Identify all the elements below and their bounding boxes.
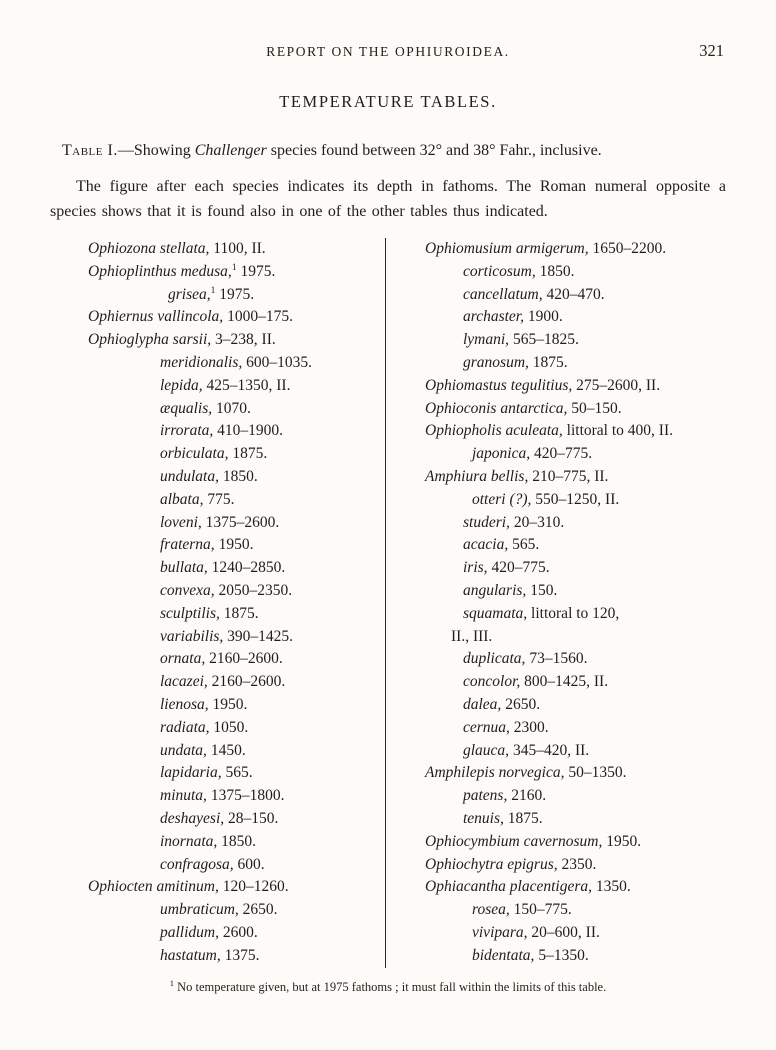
- species-entry: [88, 671, 385, 694]
- species-depth: 2160–2600.: [207, 673, 286, 691]
- species-entry: [88, 466, 385, 489]
- species-depth: 345–420, II.: [509, 741, 590, 759]
- species-entry: [425, 626, 726, 649]
- table-caption-label: Table I.: [62, 142, 118, 159]
- species-name: glauca,: [463, 741, 510, 759]
- species-name: umbraticum,: [160, 901, 239, 919]
- species-depth: littoral to 400, II.: [562, 422, 673, 440]
- species-entry: [425, 489, 726, 512]
- species-name: Ophiomastus tegulitius,: [425, 376, 573, 394]
- species-entry: [88, 238, 385, 261]
- species-depth: 210–775, II.: [528, 467, 609, 485]
- species-name: iris,: [463, 559, 488, 577]
- species-entry: [425, 945, 726, 968]
- species-name: rosea,: [472, 901, 510, 919]
- species-name: Ophioglypha sarsii,: [88, 331, 212, 349]
- species-entry: [425, 466, 726, 489]
- species-depth: 2650.: [238, 901, 278, 919]
- table-caption: [50, 142, 726, 160]
- species-name: deshayesi,: [160, 809, 225, 827]
- species-entry: [88, 375, 385, 398]
- species-entry: [425, 648, 726, 671]
- species-name: lienosa,: [160, 695, 209, 713]
- species-depth: 600.: [233, 855, 265, 873]
- species-depth: 1875.: [228, 445, 268, 463]
- species-name: vivipara,: [472, 923, 528, 941]
- species-depth: 120–1260.: [218, 878, 289, 896]
- species-depth: 800–1425, II.: [520, 673, 609, 691]
- right-column: [386, 238, 726, 968]
- species-depth: 150–775.: [509, 901, 572, 919]
- species-depth: 1375.: [220, 946, 260, 964]
- species-entry: [425, 785, 726, 808]
- species-name: Ophiocymbium cavernosum,: [425, 832, 603, 850]
- species-depth: 2350.: [557, 855, 597, 873]
- species-name: tenuis,: [463, 809, 504, 827]
- species-entry: [88, 945, 385, 968]
- species-name: ornata,: [160, 650, 206, 668]
- species-depth: 1900.: [524, 308, 563, 326]
- species-depth: 1875.: [528, 353, 568, 371]
- species-entry: [88, 922, 385, 945]
- species-entry: [88, 329, 385, 352]
- species-depth: 5–1350.: [534, 946, 589, 964]
- species-depth: 775.: [203, 490, 235, 508]
- species-entry: [425, 306, 726, 329]
- species-name: bullata,: [160, 559, 208, 577]
- species-name: albata,: [160, 490, 204, 508]
- species-name: irrorata,: [160, 422, 214, 440]
- species-entry: [88, 489, 385, 512]
- species-depth: 2050–2350.: [214, 581, 293, 599]
- species-depth: 1975.: [236, 262, 276, 280]
- species-entry: [425, 717, 726, 740]
- table-caption-ship-name: Challenger: [194, 142, 267, 159]
- species-depth: 2600.: [219, 923, 258, 941]
- species-name: patens,: [463, 787, 508, 805]
- species-name: Ophiozona stellata,: [88, 240, 210, 257]
- species-name: meridionalis,: [160, 353, 243, 371]
- species-name: minuta,: [160, 787, 207, 805]
- species-entry: [88, 717, 385, 740]
- species-name: corticosum,: [463, 262, 536, 280]
- species-entry: [425, 238, 726, 261]
- species-name: lepida,: [160, 376, 203, 394]
- species-name: lacazei,: [160, 673, 208, 691]
- species-depth: 1375–1800.: [206, 787, 285, 805]
- species-depth: 420–775.: [487, 559, 550, 577]
- species-name: Ophiochytra epigrus,: [425, 855, 558, 873]
- species-depth: 28–150.: [224, 809, 279, 827]
- species-entry: [425, 375, 726, 398]
- species-entry: [425, 740, 726, 763]
- species-entry: [88, 899, 385, 922]
- species-entry: [425, 808, 726, 831]
- species-entry: [88, 831, 385, 854]
- species-name: Ophioplinthus medusa,: [88, 262, 232, 280]
- species-name: pallidum,: [160, 923, 219, 941]
- species-name: granosum,: [463, 353, 529, 371]
- species-entry: [425, 831, 726, 854]
- species-depth: 565–1825.: [509, 331, 579, 349]
- section-title: TEMPERATURE TABLES.: [279, 92, 497, 111]
- species-name: archaster,: [463, 308, 524, 326]
- species-name: angularis,: [463, 581, 527, 599]
- species-entry: [425, 762, 726, 785]
- species-depth: 1950.: [602, 832, 642, 850]
- table-caption-rest: species found between 32° and 38° Fahr., inclusive.: [266, 142, 602, 159]
- species-depth: 425–1350, II.: [202, 376, 291, 394]
- species-name: hastatum,: [160, 946, 221, 964]
- species-entry: [88, 261, 385, 284]
- species-depth: 275–2600, II.: [572, 376, 661, 394]
- species-entry: [425, 603, 726, 626]
- species-name: Ophioconis antarctica,: [425, 399, 568, 417]
- species-name: Ophiopholis aculeata,: [425, 422, 563, 440]
- species-name: Ophiomusium armigerum,: [425, 240, 589, 257]
- species-name: orbiculata,: [160, 445, 229, 463]
- species-entry: [425, 694, 726, 717]
- species-name: cancellatum,: [463, 285, 543, 303]
- footnote-text: No temperature given, but at 1975 fathoms ; it must fall within the limits of this table.: [177, 979, 607, 994]
- species-name: confragosa,: [160, 855, 234, 873]
- species-depth: 3–238, II.: [211, 331, 276, 349]
- species-entry: [88, 580, 385, 603]
- species-depth: 1850.: [217, 832, 257, 850]
- species-entry: [425, 284, 726, 307]
- species-depth: 600–1035.: [242, 353, 312, 371]
- species-depth: 73–1560.: [525, 650, 588, 668]
- species-entry: [425, 329, 726, 352]
- species-name: æqualis,: [160, 399, 213, 417]
- species-depth: 420–470.: [542, 285, 605, 303]
- species-depth: 1375–2600.: [201, 513, 280, 531]
- left-column: [50, 238, 385, 968]
- species-entry: [425, 420, 726, 443]
- species-depth: 1875.: [219, 604, 259, 622]
- species-name: Amphiura bellis,: [425, 467, 529, 485]
- species-name: Ophiocten amitinum,: [88, 878, 219, 896]
- species-name: cernua,: [463, 718, 510, 736]
- species-entry: [88, 785, 385, 808]
- species-depth: 50–150.: [567, 399, 622, 417]
- species-depth: 1950.: [208, 695, 248, 713]
- species-depth: 1050.: [209, 718, 249, 736]
- species-depth: 50–1350.: [564, 764, 627, 782]
- species-name: variabilis,: [160, 627, 224, 645]
- species-depth: 390–1425.: [223, 627, 294, 645]
- species-depth: 20–600, II.: [527, 923, 600, 941]
- species-entry: [88, 534, 385, 557]
- species-entry: [88, 648, 385, 671]
- intro-paragraph: The figure after each species indicates its depth in fathoms. The Roman numeral opposite a species shows that it is found also in one of the other tables thus indicated.: [50, 178, 726, 220]
- species-depth: 1070.: [212, 399, 251, 417]
- species-depth: 1100, II.: [209, 240, 266, 257]
- species-entry: [88, 398, 385, 421]
- species-entry: [425, 899, 726, 922]
- species-name: Ophiacantha placentigera,: [425, 878, 593, 896]
- species-depth: 2300.: [509, 718, 549, 736]
- species-entry: [88, 762, 385, 785]
- species-entry: [425, 512, 726, 535]
- running-header-title: REPORT ON THE OPHIUROIDEA.: [266, 44, 510, 59]
- species-name: Amphilepis norvegica,: [425, 764, 565, 782]
- species-depth: 2650.: [501, 695, 541, 713]
- species-entry: [88, 512, 385, 535]
- species-entry: [88, 854, 385, 877]
- species-table: [50, 238, 726, 968]
- species-name: fraterna,: [160, 536, 215, 554]
- species-depth: littoral to 120,: [527, 604, 620, 622]
- species-entry: [88, 284, 385, 307]
- species-depth: 1975.: [215, 285, 255, 303]
- species-name: undulata,: [160, 467, 219, 485]
- page-number: 321: [699, 41, 724, 60]
- species-name: dalea,: [463, 695, 502, 713]
- footnote-marker: 1: [169, 977, 174, 988]
- species-depth: 20–310.: [509, 513, 565, 531]
- species-depth: 410–1900.: [213, 422, 284, 440]
- species-depth: 1350.: [592, 878, 631, 896]
- species-depth: 420–775.: [530, 445, 593, 463]
- species-depth: 2160.: [507, 787, 547, 805]
- species-name: concolor,: [463, 673, 521, 691]
- species-depth: II., III.: [451, 627, 493, 645]
- species-entry: [425, 876, 726, 899]
- species-entry: [88, 808, 385, 831]
- species-name: convexa,: [160, 581, 215, 599]
- species-entry: [425, 557, 726, 580]
- species-depth: 150.: [526, 581, 558, 599]
- table-caption-dash: —Showing: [117, 142, 195, 159]
- species-name: duplicata,: [463, 650, 526, 668]
- species-depth: 1000–175.: [223, 308, 293, 326]
- species-name: radiata,: [160, 718, 210, 736]
- species-entry: [88, 420, 385, 443]
- species-name: acacia,: [463, 536, 509, 554]
- species-entry: [425, 352, 726, 375]
- species-entry: [88, 443, 385, 466]
- species-depth: 565.: [221, 764, 253, 782]
- species-depth: 1240–2850.: [207, 559, 286, 577]
- species-depth: 1850.: [535, 262, 575, 280]
- species-depth: 1650–2200.: [588, 240, 667, 257]
- species-entry: [425, 671, 726, 694]
- footnote-ref: 1: [231, 262, 237, 273]
- species-entry: [88, 740, 385, 763]
- species-entry: [425, 534, 726, 557]
- species-entry: [425, 443, 726, 466]
- species-entry: [88, 557, 385, 580]
- species-name: loveni,: [160, 513, 202, 531]
- species-entry: [88, 876, 385, 899]
- species-name: bidentata,: [472, 946, 535, 964]
- species-entry: [88, 306, 385, 329]
- species-entry: [425, 580, 726, 603]
- species-entry: [425, 398, 726, 421]
- species-depth: 1850.: [219, 467, 258, 485]
- species-depth: 2160–2600.: [205, 650, 283, 668]
- species-depth: 1875.: [503, 809, 543, 827]
- species-entry: [88, 603, 385, 626]
- species-entry: [88, 694, 385, 717]
- species-name: squamata,: [463, 604, 528, 622]
- species-name: sculptilis,: [160, 604, 220, 622]
- species-depth: 550–1250, II.: [531, 490, 620, 508]
- footnote: [50, 977, 726, 995]
- species-name: otteri (?),: [472, 490, 532, 508]
- species-name: lapidaria,: [160, 764, 222, 782]
- species-depth: 1450.: [206, 741, 246, 759]
- species-name: inornata,: [160, 832, 218, 850]
- species-entry: [425, 922, 726, 945]
- species-name: lymani,: [463, 331, 510, 349]
- species-depth: 565.: [508, 536, 540, 554]
- species-depth: 1950.: [214, 536, 254, 554]
- species-name: Ophiernus vallincola,: [88, 308, 224, 326]
- species-name: japonica,: [472, 445, 531, 463]
- running-head: [50, 41, 726, 60]
- species-name: undata,: [160, 741, 207, 759]
- footnote-ref: 1: [210, 285, 216, 296]
- species-entry: [425, 854, 726, 877]
- species-name: studeri,: [463, 513, 510, 531]
- species-name: grisea,: [168, 285, 211, 303]
- species-entry: [88, 352, 385, 375]
- species-entry: [425, 261, 726, 284]
- species-entry: [88, 626, 385, 649]
